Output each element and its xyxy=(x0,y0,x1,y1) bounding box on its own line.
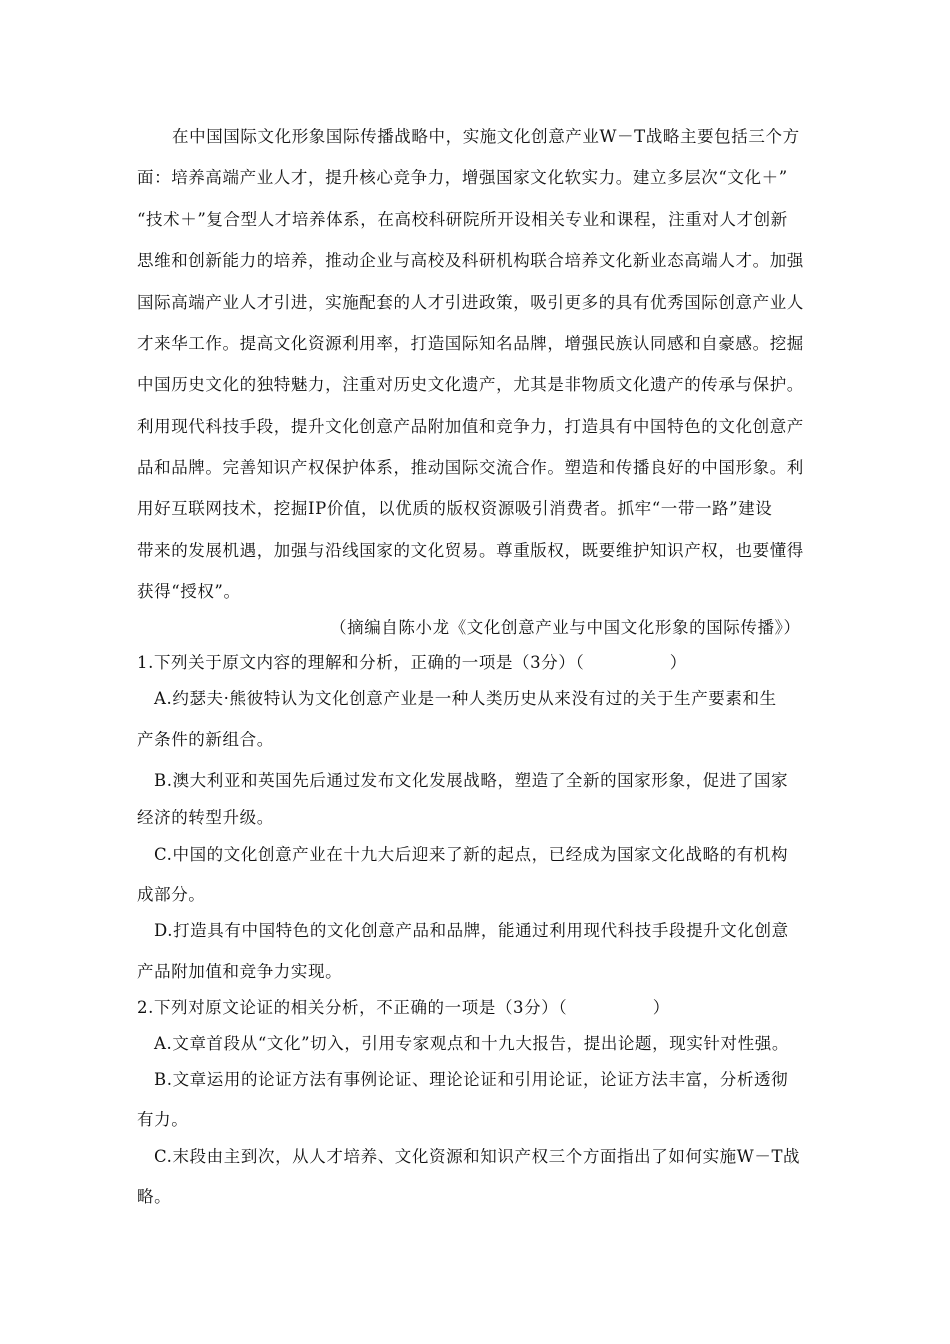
passage-line: 带来的发展机遇，加强与沿线国家的文化贸易。尊重版权，既要维护知识产权，也要懂得 xyxy=(137,541,804,560)
passage-line: “技术＋”复合型人才培养体系，在高校科研院所开设相关专业和课程，注重对人才创新 xyxy=(137,210,788,229)
q1-option-b-cont: 经济的转型升级。 xyxy=(137,808,274,827)
passage-line: 国际高端产业人才引进，实施配套的人才引进政策，吸引更多的具有优秀国际创意产业人 xyxy=(137,293,804,312)
passage-line: 中国历史文化的独特魅力，注重对历史文化遗产，尤其是非物质文化遗产的传承与保护。 xyxy=(137,375,804,394)
passage-line: 思维和创新能力的培养，推动企业与高校及科研机构联合培养文化新业态高端人才。加强 xyxy=(137,251,804,270)
q1-option-b: B.澳大利亚和英国先后通过发布文化发展战略，塑造了全新的国家形象，促进了国家 xyxy=(154,771,789,790)
passage-line: 获得“授权”。 xyxy=(137,582,241,601)
question-1-stem: 1.下列关于原文内容的理解和分析，正确的一项是（3分）（ ） xyxy=(137,653,687,672)
passage-line: 用好互联网技术，挖掘IP价值，以优质的版权资源吸引消费者。抓牢“一带一路”建设 xyxy=(137,499,773,518)
passage-line: 品和品牌。完善知识产权保护体系，推动国际交流合作。塑造和传播良好的中国形象。利 xyxy=(137,458,804,477)
q1-option-c: C.中国的文化创意产业在十九大后迎来了新的起点，已经成为国家文化战略的有机构 xyxy=(154,845,789,864)
passage-line: 在中国国际文化形象国际传播战略中，实施文化创意产业W－T战略主要包括三个方 xyxy=(172,127,800,146)
q2-option-c-cont: 略。 xyxy=(137,1187,172,1206)
q1-option-d: D.打造具有中国特色的文化创意产品和品牌，能通过利用现代科技手段提升文化创意 xyxy=(154,921,789,940)
q1-option-c-cont: 成部分。 xyxy=(137,885,206,904)
q2-option-b: B.文章运用的论证方法有事例论证、理论论证和引用论证，论证方法丰富，分析透彻 xyxy=(154,1070,789,1089)
q2-option-a: A.文章首段从“文化”切入，引用专家观点和十九大报告，提出论题，现实针对性强。 xyxy=(154,1034,789,1053)
passage-line: 面：培养高端产业人才，提升核心竞争力，增强国家文化软实力。建立多层次“文化＋” xyxy=(137,168,788,187)
passage-line: 利用现代科技手段，提升文化创意产品附加值和竞争力，打造具有中国特色的文化创意产 xyxy=(137,417,804,436)
question-2-stem: 2.下列对原文论证的相关分析，不正确的一项是（3分）（ ） xyxy=(137,998,670,1017)
passage-line: 才来华工作。提高文化资源利用率，打造国际知名品牌，增强民族认同感和自豪感。挖掘 xyxy=(137,334,804,353)
q1-option-d-cont: 产品附加值和竞争力实现。 xyxy=(137,962,343,981)
q1-option-a: A.约瑟夫·熊彼特认为文化创意产业是一种人类历史从来没有过的关于生产要素和生 xyxy=(154,689,777,708)
q2-option-b-cont: 有力。 xyxy=(137,1110,189,1129)
source-citation: （摘编自陈小龙《文化创意产业与中国文化形象的国际传播》） xyxy=(330,618,801,637)
q1-option-a-cont: 产条件的新组合。 xyxy=(137,730,274,749)
q2-option-c: C.末段由主到次，从人才培养、文化资源和知识产权三个方面指出了如何实施W－T战 xyxy=(154,1147,801,1166)
